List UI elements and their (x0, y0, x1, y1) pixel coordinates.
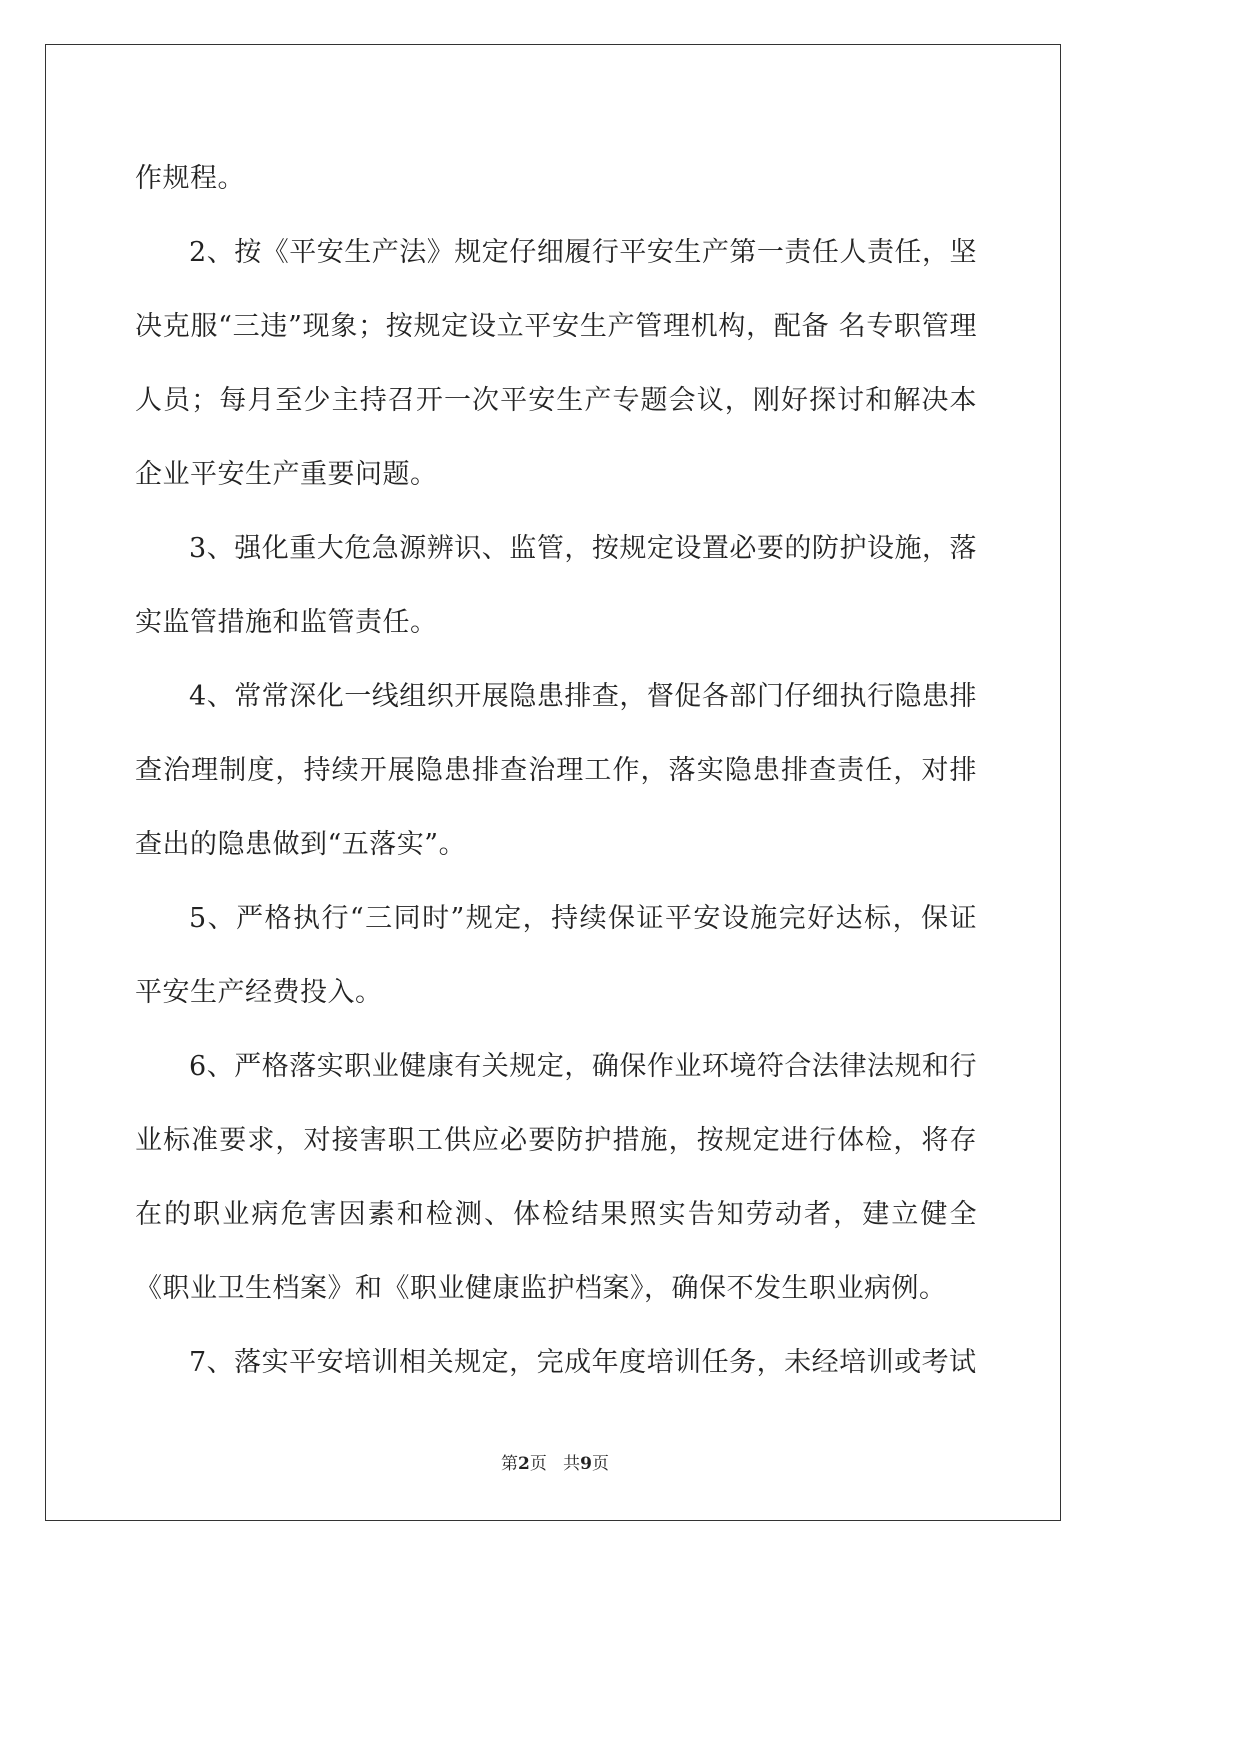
paragraph-item-2: 2、按《平安生产法》规定仔细履行平安生产第一责任人责任，坚决克服“三违”现象；按规定设立平安生产管理机构，配备 名专职管理人员；每月至少主持召开一次平安生产专题会议，刚好探讨和解决本企业平安生产重要问题。 (135, 237, 977, 490)
paragraph-item-4: 4、常常深化一线组织开展隐患排查，督促各部门仔细执行隐患排查治理制度，持续开展隐患排查治理工作，落实隐患排查责任，对排查出的隐患做到“五落实”。 (135, 681, 977, 860)
total-pages: 9 (580, 1454, 592, 1474)
page-prefix: 第 (501, 1454, 519, 1474)
paragraph-continuation: 作规程。 (135, 163, 245, 194)
document-body (135, 142, 977, 1400)
paragraph-item-3: 3、强化重大危急源辨识、监管，按规定设置必要的防护设施，落实监管措施和监管责任。 (135, 533, 977, 638)
footer-gap (547, 1454, 563, 1474)
page-suffix: 页 (529, 1454, 547, 1474)
page-number: 2 (518, 1454, 530, 1474)
paragraph-item-5: 5、严格执行“三同时”规定，持续保证平安设施完好达标，保证平安生产经费投入。 (135, 903, 977, 1008)
total-prefix: 共 (563, 1454, 581, 1474)
total-suffix: 页 (591, 1454, 609, 1474)
paragraph-item-6: 6、严格落实职业健康有关规定，确保作业环境符合法律法规和行业标准要求，对接害职工供应必要防护措施，按规定进行体检，将存在的职业病危害因素和检测、体检结果照实告知劳动者，建立健全《职业卫生档案》和《职业健康监护档案》，确保不发生职业病例。 (135, 1051, 977, 1304)
page-footer (0, 1452, 1110, 1476)
paragraph-item-7: 7、落实平安培训相关规定，完成年度培训任务，未经培训或考试 (189, 1347, 977, 1378)
